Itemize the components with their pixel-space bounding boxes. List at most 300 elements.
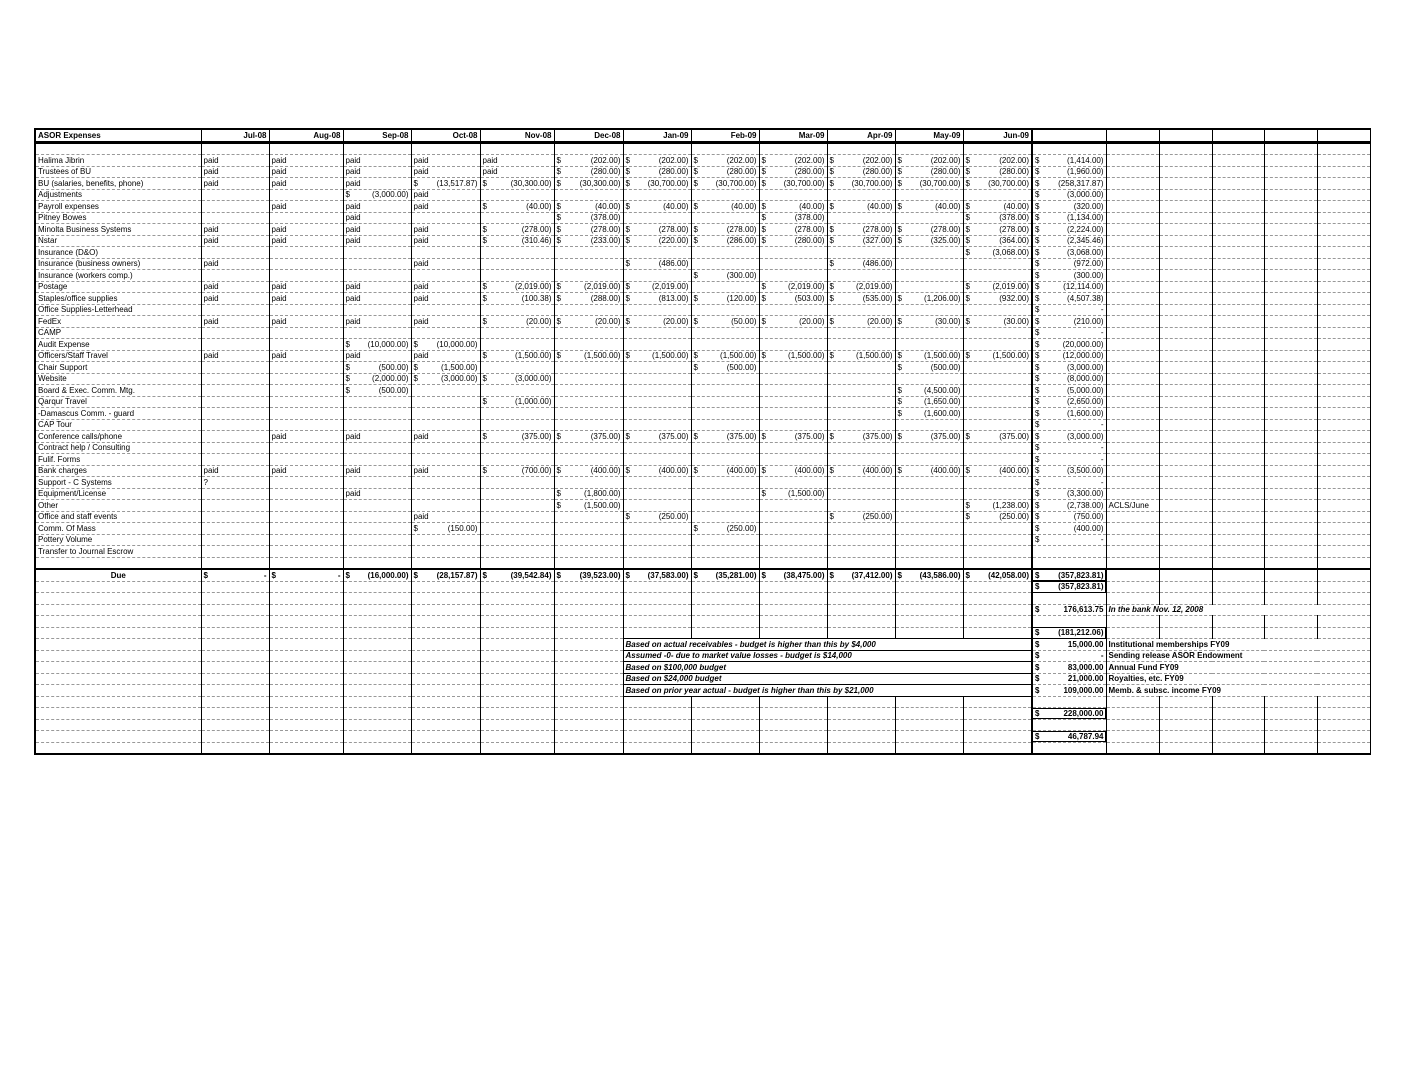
- expense-total[interactable]: $ (1,960.00): [1032, 166, 1106, 178]
- due-value[interactable]: $ (39,542.84): [480, 569, 554, 581]
- due-value[interactable]: $ (39,523.00): [554, 569, 623, 581]
- expense-value[interactable]: [691, 339, 759, 351]
- empty-cell[interactable]: [1212, 616, 1264, 628]
- empty-cell[interactable]: [623, 708, 691, 720]
- expense-value[interactable]: [269, 477, 343, 489]
- empty-cell[interactable]: [623, 604, 691, 616]
- empty-cell[interactable]: [554, 742, 623, 754]
- expense-label[interactable]: [35, 557, 201, 569]
- expense-value[interactable]: [691, 327, 759, 339]
- empty-cell[interactable]: [1212, 142, 1264, 155]
- expense-total[interactable]: $ (2,345.46): [1032, 235, 1106, 247]
- expense-value[interactable]: [623, 212, 691, 224]
- empty-cell[interactable]: [480, 685, 554, 697]
- empty-cell[interactable]: [35, 650, 201, 662]
- expense-value[interactable]: [480, 419, 554, 431]
- expense-label[interactable]: FedEx: [35, 316, 201, 328]
- empty-cell[interactable]: [1264, 178, 1317, 190]
- expense-value[interactable]: $ (3,000.00): [480, 373, 554, 385]
- empty-cell[interactable]: [1317, 454, 1370, 466]
- empty-cell[interactable]: [1212, 293, 1264, 305]
- expense-value[interactable]: [480, 362, 554, 374]
- empty-cell[interactable]: [201, 616, 269, 628]
- empty-cell[interactable]: [1264, 212, 1317, 224]
- expense-value[interactable]: [411, 534, 480, 546]
- expense-value[interactable]: [759, 557, 827, 569]
- expense-value[interactable]: [963, 142, 1032, 155]
- expense-value[interactable]: [269, 142, 343, 155]
- empty-cell[interactable]: [343, 708, 411, 720]
- expense-value[interactable]: [759, 373, 827, 385]
- empty-cell[interactable]: [1159, 373, 1212, 385]
- empty-cell[interactable]: [1264, 408, 1317, 420]
- expense-value[interactable]: [759, 523, 827, 535]
- empty-cell[interactable]: [1212, 534, 1264, 546]
- empty-cell[interactable]: [1317, 362, 1370, 374]
- empty-cell[interactable]: [1212, 557, 1264, 569]
- expense-label[interactable]: -Damascus Comm. - guard: [35, 408, 201, 420]
- expense-value[interactable]: [827, 500, 895, 512]
- empty-cell[interactable]: [343, 673, 411, 685]
- expense-note[interactable]: [1106, 247, 1159, 259]
- expense-value[interactable]: $ (1,650.00): [895, 396, 963, 408]
- expense-value[interactable]: [480, 385, 554, 397]
- expense-label[interactable]: Pitney Bowes: [35, 212, 201, 224]
- expense-value[interactable]: [623, 304, 691, 316]
- empty-cell[interactable]: [1106, 719, 1159, 731]
- empty-cell[interactable]: [827, 708, 895, 720]
- expense-total[interactable]: [1032, 142, 1106, 155]
- expense-value[interactable]: [411, 247, 480, 259]
- expense-value[interactable]: [623, 373, 691, 385]
- empty-cell[interactable]: [895, 742, 963, 754]
- month-header[interactable]: Jun-09: [963, 129, 1032, 142]
- expense-value[interactable]: [963, 258, 1032, 270]
- expense-label[interactable]: Support - C Systems: [35, 477, 201, 489]
- expense-total[interactable]: $ -: [1032, 442, 1106, 454]
- expense-value[interactable]: $ (1,500.00): [895, 350, 963, 362]
- empty-cell[interactable]: [1264, 557, 1317, 569]
- empty-cell[interactable]: [759, 627, 827, 639]
- empty-cell[interactable]: [554, 685, 623, 697]
- empty-cell[interactable]: [1317, 201, 1370, 213]
- empty-cell[interactable]: [1264, 396, 1317, 408]
- empty-cell[interactable]: [1264, 569, 1317, 581]
- expense-value[interactable]: [269, 258, 343, 270]
- empty-cell[interactable]: [411, 639, 480, 651]
- expense-value[interactable]: $ (202.00): [691, 155, 759, 167]
- expense-total[interactable]: $ (3,000.00): [1032, 362, 1106, 374]
- empty-cell[interactable]: [1159, 593, 1212, 605]
- expense-value[interactable]: [201, 327, 269, 339]
- empty-cell[interactable]: [1317, 247, 1370, 259]
- empty-cell[interactable]: [691, 719, 759, 731]
- expense-value[interactable]: [691, 373, 759, 385]
- expense-value[interactable]: [269, 189, 343, 201]
- expense-value[interactable]: $ (150.00): [411, 523, 480, 535]
- expense-value[interactable]: [895, 511, 963, 523]
- empty-cell[interactable]: [480, 719, 554, 731]
- expense-value[interactable]: [759, 339, 827, 351]
- expense-value[interactable]: $ (40.00): [554, 201, 623, 213]
- expense-value[interactable]: $ (30,700.00): [827, 178, 895, 190]
- expense-label[interactable]: Bank charges: [35, 465, 201, 477]
- empty-cell[interactable]: [554, 696, 623, 708]
- empty-cell[interactable]: [1212, 224, 1264, 236]
- empty-cell[interactable]: [1317, 431, 1370, 443]
- expense-value[interactable]: $ (400.00): [554, 465, 623, 477]
- empty-cell[interactable]: [1264, 465, 1317, 477]
- empty-cell[interactable]: [1264, 350, 1317, 362]
- expense-value[interactable]: paid: [343, 224, 411, 236]
- due-value[interactable]: $ -: [201, 569, 269, 581]
- expense-value[interactable]: [827, 408, 895, 420]
- expense-value[interactable]: [411, 419, 480, 431]
- expense-value[interactable]: [691, 454, 759, 466]
- empty-cell[interactable]: [691, 581, 759, 593]
- expense-value[interactable]: paid: [411, 316, 480, 328]
- month-header[interactable]: Nov-08: [480, 129, 554, 142]
- empty-cell[interactable]: [691, 616, 759, 628]
- empty-cell[interactable]: [1317, 304, 1370, 316]
- empty-cell[interactable]: [201, 604, 269, 616]
- summary-note[interactable]: Annual Fund FY09: [1106, 662, 1370, 674]
- empty-cell[interactable]: [1159, 569, 1212, 581]
- expense-value[interactable]: paid: [343, 316, 411, 328]
- empty-cell[interactable]: [691, 731, 759, 743]
- expense-total[interactable]: $ (1,134.00): [1032, 212, 1106, 224]
- empty-cell[interactable]: [269, 731, 343, 743]
- empty-cell[interactable]: [623, 627, 691, 639]
- empty-cell[interactable]: [1159, 247, 1212, 259]
- expense-value[interactable]: [201, 511, 269, 523]
- empty-cell[interactable]: [1159, 270, 1212, 282]
- expense-value[interactable]: $ (400.00): [895, 465, 963, 477]
- expense-value[interactable]: [554, 511, 623, 523]
- expense-value[interactable]: [554, 534, 623, 546]
- expense-label[interactable]: Fulif. Forms: [35, 454, 201, 466]
- expense-value[interactable]: [554, 396, 623, 408]
- expense-value[interactable]: [201, 385, 269, 397]
- expense-value[interactable]: [759, 408, 827, 420]
- expense-value[interactable]: $ (280.00): [759, 235, 827, 247]
- empty-cell[interactable]: [35, 731, 201, 743]
- expense-value[interactable]: $ (202.00): [895, 155, 963, 167]
- empty-cell[interactable]: [1264, 327, 1317, 339]
- expense-value[interactable]: [623, 419, 691, 431]
- empty-cell[interactable]: [1317, 500, 1370, 512]
- expense-value[interactable]: [623, 327, 691, 339]
- empty-cell[interactable]: [1317, 327, 1370, 339]
- expense-value[interactable]: [343, 523, 411, 535]
- empty-cell[interactable]: [1264, 731, 1317, 743]
- expense-value[interactable]: $ (202.00): [827, 155, 895, 167]
- empty-cell[interactable]: [1212, 523, 1264, 535]
- expense-value[interactable]: $ (325.00): [895, 235, 963, 247]
- expense-value[interactable]: [201, 189, 269, 201]
- empty-cell[interactable]: [1212, 270, 1264, 282]
- expense-label[interactable]: Postage: [35, 281, 201, 293]
- due-value[interactable]: $ (43,586.00): [895, 569, 963, 581]
- expense-value[interactable]: paid: [343, 201, 411, 213]
- empty-cell[interactable]: [1317, 719, 1370, 731]
- expense-value[interactable]: $ (375.00): [554, 431, 623, 443]
- expense-value[interactable]: [554, 142, 623, 155]
- expense-value[interactable]: [623, 442, 691, 454]
- expense-value[interactable]: [623, 362, 691, 374]
- due-value[interactable]: $ (35,281.00): [691, 569, 759, 581]
- empty-cell[interactable]: [1159, 442, 1212, 454]
- empty-cell[interactable]: [1264, 373, 1317, 385]
- expense-value[interactable]: [623, 396, 691, 408]
- expense-value[interactable]: $ (400.00): [623, 465, 691, 477]
- expense-value[interactable]: [411, 488, 480, 500]
- expense-value[interactable]: [201, 408, 269, 420]
- expense-value[interactable]: [269, 488, 343, 500]
- expense-label[interactable]: Insurance (business owners): [35, 258, 201, 270]
- expense-value[interactable]: [895, 189, 963, 201]
- empty-cell[interactable]: [1317, 419, 1370, 431]
- expense-value[interactable]: paid: [411, 235, 480, 247]
- expense-total[interactable]: [1032, 546, 1106, 558]
- empty-cell[interactable]: [411, 662, 480, 674]
- empty-cell[interactable]: [1317, 258, 1370, 270]
- empty-cell[interactable]: [1264, 155, 1317, 167]
- empty-cell[interactable]: [201, 742, 269, 754]
- expense-value[interactable]: [201, 419, 269, 431]
- empty-cell[interactable]: [759, 581, 827, 593]
- expense-total[interactable]: $ (8,000.00): [1032, 373, 1106, 385]
- empty-cell[interactable]: [269, 696, 343, 708]
- empty-cell[interactable]: [1106, 616, 1159, 628]
- empty-cell[interactable]: [1159, 281, 1212, 293]
- expense-value[interactable]: $ (10,000.00): [411, 339, 480, 351]
- expense-value[interactable]: paid: [269, 431, 343, 443]
- empty-cell[interactable]: [480, 604, 554, 616]
- expense-value[interactable]: [623, 546, 691, 558]
- empty-cell[interactable]: [1106, 581, 1159, 593]
- empty-cell[interactable]: [827, 719, 895, 731]
- empty-cell[interactable]: [759, 719, 827, 731]
- expense-value[interactable]: $ (1,500.00): [759, 488, 827, 500]
- expense-total[interactable]: $ (5,000.00): [1032, 385, 1106, 397]
- expense-value[interactable]: paid: [201, 281, 269, 293]
- expense-value[interactable]: paid: [269, 235, 343, 247]
- empty-cell[interactable]: [480, 742, 554, 754]
- budget-note[interactable]: Based on $100,000 budget: [623, 662, 1032, 674]
- empty-cell[interactable]: [1159, 293, 1212, 305]
- empty-cell[interactable]: [1032, 696, 1106, 708]
- expense-value[interactable]: [411, 408, 480, 420]
- due-value[interactable]: $ (37,583.00): [623, 569, 691, 581]
- expense-value[interactable]: [895, 247, 963, 259]
- empty-cell[interactable]: [343, 604, 411, 616]
- expense-value[interactable]: $ (286.00): [691, 235, 759, 247]
- expense-value[interactable]: paid: [201, 224, 269, 236]
- expense-total[interactable]: $ (3,000.00): [1032, 431, 1106, 443]
- empty-cell[interactable]: [1032, 719, 1106, 731]
- summary-amount[interactable]: $ 46,787.94: [1032, 731, 1106, 743]
- expense-value[interactable]: $ (40.00): [480, 201, 554, 213]
- empty-cell[interactable]: [1212, 362, 1264, 374]
- expense-value[interactable]: [759, 477, 827, 489]
- expense-value[interactable]: paid: [343, 212, 411, 224]
- expense-value[interactable]: paid: [343, 350, 411, 362]
- expense-value[interactable]: [691, 142, 759, 155]
- expense-value[interactable]: paid: [269, 350, 343, 362]
- expense-value[interactable]: $ (30,700.00): [623, 178, 691, 190]
- expense-value[interactable]: [895, 546, 963, 558]
- expense-value[interactable]: [411, 270, 480, 282]
- empty-cell[interactable]: [480, 581, 554, 593]
- empty-cell[interactable]: [759, 696, 827, 708]
- due-label[interactable]: Due: [35, 569, 201, 581]
- empty-cell[interactable]: [1212, 431, 1264, 443]
- empty-cell[interactable]: [623, 593, 691, 605]
- empty-cell[interactable]: [1159, 431, 1212, 443]
- expense-value[interactable]: [895, 442, 963, 454]
- empty-cell[interactable]: [554, 616, 623, 628]
- expense-value[interactable]: paid: [411, 224, 480, 236]
- empty-cell[interactable]: [554, 650, 623, 662]
- expense-value[interactable]: paid: [269, 224, 343, 236]
- expense-value[interactable]: [554, 327, 623, 339]
- expense-value[interactable]: [269, 511, 343, 523]
- expense-value[interactable]: [895, 500, 963, 512]
- empty-cell[interactable]: [1159, 304, 1212, 316]
- empty-cell[interactable]: [827, 742, 895, 754]
- empty-cell[interactable]: [1159, 385, 1212, 397]
- expense-value[interactable]: [827, 339, 895, 351]
- expense-value[interactable]: [480, 477, 554, 489]
- expense-value[interactable]: paid: [411, 350, 480, 362]
- expense-value[interactable]: [827, 546, 895, 558]
- expense-value[interactable]: [623, 534, 691, 546]
- empty-cell[interactable]: [623, 696, 691, 708]
- expense-value[interactable]: [963, 546, 1032, 558]
- expense-value[interactable]: [343, 142, 411, 155]
- expense-value[interactable]: [343, 408, 411, 420]
- empty-cell[interactable]: [1317, 339, 1370, 351]
- expense-total[interactable]: $ -: [1032, 477, 1106, 489]
- expense-value[interactable]: $ (2,019.00): [759, 281, 827, 293]
- empty-cell[interactable]: [1264, 258, 1317, 270]
- empty-cell[interactable]: [1159, 327, 1212, 339]
- expense-total[interactable]: $ (210.00): [1032, 316, 1106, 328]
- empty-cell[interactable]: [1212, 304, 1264, 316]
- expense-value[interactable]: [343, 304, 411, 316]
- expense-total[interactable]: [1032, 557, 1106, 569]
- expense-value[interactable]: paid: [343, 465, 411, 477]
- expense-note[interactable]: [1106, 408, 1159, 420]
- expense-value[interactable]: $ (535.00): [827, 293, 895, 305]
- empty-cell[interactable]: [480, 708, 554, 720]
- expense-value[interactable]: [343, 327, 411, 339]
- empty-cell[interactable]: [963, 696, 1032, 708]
- empty-cell[interactable]: [1317, 557, 1370, 569]
- empty-cell[interactable]: [895, 627, 963, 639]
- expense-note[interactable]: [1106, 327, 1159, 339]
- summary-note[interactable]: Royalties, etc. FY09: [1106, 673, 1370, 685]
- empty-cell[interactable]: [1264, 304, 1317, 316]
- expense-value[interactable]: [691, 500, 759, 512]
- empty-cell[interactable]: [1317, 189, 1370, 201]
- expense-value[interactable]: paid: [269, 155, 343, 167]
- empty-cell[interactable]: [1159, 719, 1212, 731]
- expense-value[interactable]: [827, 362, 895, 374]
- empty-cell[interactable]: [1264, 593, 1317, 605]
- expense-note[interactable]: [1106, 373, 1159, 385]
- empty-cell[interactable]: [1032, 742, 1106, 754]
- empty-cell[interactable]: [1264, 235, 1317, 247]
- empty-cell[interactable]: [1159, 129, 1212, 142]
- expense-value[interactable]: [759, 534, 827, 546]
- expense-value[interactable]: [411, 304, 480, 316]
- empty-cell[interactable]: [1264, 581, 1317, 593]
- empty-cell[interactable]: [827, 696, 895, 708]
- expense-value[interactable]: $ (250.00): [827, 511, 895, 523]
- empty-cell[interactable]: [269, 639, 343, 651]
- expense-value[interactable]: $ (250.00): [963, 511, 1032, 523]
- expense-value[interactable]: [201, 362, 269, 374]
- expense-value[interactable]: [963, 477, 1032, 489]
- empty-cell[interactable]: [343, 742, 411, 754]
- expense-value[interactable]: [554, 546, 623, 558]
- empty-cell[interactable]: [1317, 442, 1370, 454]
- empty-cell[interactable]: [1212, 396, 1264, 408]
- empty-cell[interactable]: [1159, 454, 1212, 466]
- expense-value[interactable]: $ (1,000.00): [480, 396, 554, 408]
- expense-label[interactable]: Qarqur Travel: [35, 396, 201, 408]
- expense-value[interactable]: [691, 396, 759, 408]
- expense-note[interactable]: [1106, 350, 1159, 362]
- expense-note[interactable]: [1106, 258, 1159, 270]
- expense-value[interactable]: [201, 488, 269, 500]
- expense-value[interactable]: [554, 385, 623, 397]
- expense-total[interactable]: $ (2,224.00): [1032, 224, 1106, 236]
- empty-cell[interactable]: [1212, 385, 1264, 397]
- empty-cell[interactable]: [1317, 155, 1370, 167]
- empty-cell[interactable]: [1212, 155, 1264, 167]
- expense-note[interactable]: [1106, 178, 1159, 190]
- empty-cell[interactable]: [895, 616, 963, 628]
- expense-note[interactable]: [1106, 166, 1159, 178]
- expense-value[interactable]: paid: [411, 431, 480, 443]
- expense-value[interactable]: [623, 477, 691, 489]
- expense-value[interactable]: $ (40.00): [827, 201, 895, 213]
- expense-value[interactable]: [827, 327, 895, 339]
- empty-cell[interactable]: [1264, 708, 1317, 720]
- expense-total[interactable]: $ (1,414.00): [1032, 155, 1106, 167]
- expense-value[interactable]: [691, 511, 759, 523]
- empty-cell[interactable]: [1317, 166, 1370, 178]
- empty-cell[interactable]: [1212, 442, 1264, 454]
- expense-value[interactable]: $ (50.00): [691, 316, 759, 328]
- expense-value[interactable]: [269, 500, 343, 512]
- expense-value[interactable]: [623, 142, 691, 155]
- expense-value[interactable]: $ (278.00): [691, 224, 759, 236]
- empty-cell[interactable]: [827, 604, 895, 616]
- expense-value[interactable]: [963, 189, 1032, 201]
- empty-cell[interactable]: [1106, 696, 1159, 708]
- expense-value[interactable]: $ (400.00): [759, 465, 827, 477]
- expense-value[interactable]: $ (280.00): [827, 166, 895, 178]
- empty-cell[interactable]: [554, 604, 623, 616]
- empty-cell[interactable]: [1212, 454, 1264, 466]
- empty-cell[interactable]: [411, 696, 480, 708]
- expense-value[interactable]: $ (202.00): [554, 155, 623, 167]
- expense-value[interactable]: [691, 442, 759, 454]
